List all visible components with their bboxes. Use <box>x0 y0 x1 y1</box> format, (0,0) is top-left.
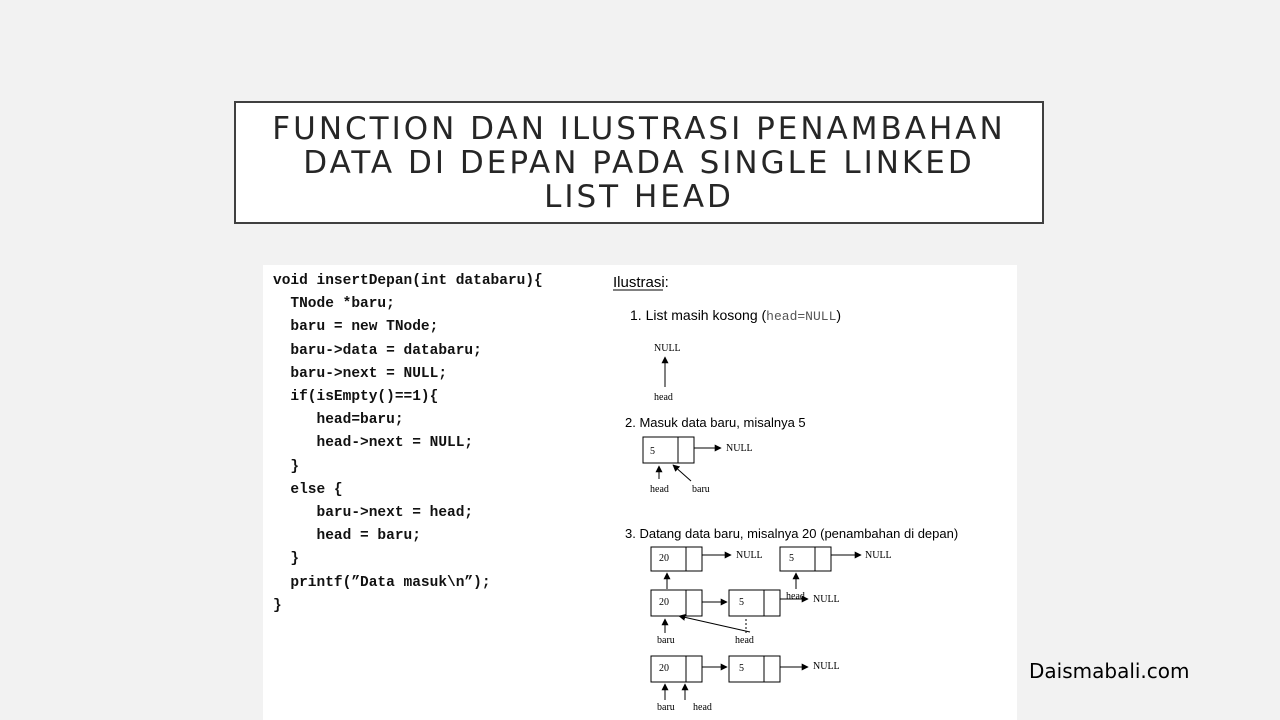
step3-row2-baru-label: baru <box>657 635 675 646</box>
code-line-14: printf(”Data masuk\n”); <box>273 574 491 591</box>
code-line-8: head->next = NULL; <box>273 435 474 452</box>
step3-row1-null-label: NULL <box>736 550 763 561</box>
step1-null-label: NULL <box>654 343 681 354</box>
step2-baru-label: baru <box>692 484 710 495</box>
step3-row3-value-20: 20 <box>659 663 669 674</box>
step1-head-label: head <box>654 392 673 403</box>
step2-label: 2. Masuk data baru, misalnya 5 <box>625 415 806 430</box>
code-line-3: baru = new TNode; <box>273 319 439 336</box>
step2-node-value: 5 <box>650 446 655 457</box>
code-line-1: void insertDepan(int databaru){ <box>273 273 543 289</box>
code-line-6: if(isEmpty()==1){ <box>273 389 439 406</box>
step2-baru-arrow <box>673 465 691 481</box>
step3-row3-node-5 <box>729 656 780 682</box>
code-line-12: head = baru; <box>273 528 421 545</box>
code-line-7: head=baru; <box>273 412 404 429</box>
step3-row3-baru-label: baru <box>657 702 675 713</box>
step3-row1-node-5 <box>780 547 831 571</box>
step3-row3-null-label: NULL <box>813 661 840 672</box>
step3-row2-null-label: NULL <box>813 594 840 605</box>
footer-watermark: Daismabali.com <box>1029 659 1190 683</box>
code-line-15: } <box>273 597 282 614</box>
title-box <box>234 101 1044 224</box>
code-line-9: } <box>273 458 300 475</box>
step3-row2-node-5 <box>729 590 780 616</box>
step3-row2-head-arrow <box>679 616 750 632</box>
code-line-5: baru->next = NULL; <box>273 365 448 382</box>
illustration-heading: Ilustrasi: <box>613 274 669 291</box>
step3-row2-head-label: head <box>735 635 754 646</box>
step1-label-close: ) <box>836 307 842 323</box>
step1-label-code: head=NULL <box>766 309 837 324</box>
content-image <box>263 265 1017 720</box>
step3-row1-null2-label: NULL <box>865 550 892 561</box>
step3-row2-value-20: 20 <box>659 597 669 608</box>
slide-title: FUNCTION DAN ILUSTRASI PENAMBAHAN DATA DI DEPAN PADA SINGLE LINKED LIST HEAD <box>272 110 1006 215</box>
illustration-diagram <box>603 265 1017 720</box>
code-line-10: else { <box>273 481 343 498</box>
step2-null-label: NULL <box>726 443 753 454</box>
code-line-11: baru->next = head; <box>273 505 474 522</box>
step1-label <box>630 307 841 324</box>
step3-row3-value-5: 5 <box>739 663 744 674</box>
step1-label-text: 1. List masih kosong ( <box>630 307 767 323</box>
code-block <box>273 270 543 618</box>
step3-row2-head-top-label: head <box>786 591 805 602</box>
step3-row1-value-5: 5 <box>789 553 794 564</box>
step3-label: 3. Datang data baru, misalnya 20 (penambahan di depan) <box>625 526 959 541</box>
code-line-2: TNode *baru; <box>273 296 395 313</box>
code-line-13: } <box>273 551 300 568</box>
code-line-4: baru->data = databaru; <box>273 342 482 359</box>
step3-row1-value-20: 20 <box>659 553 669 564</box>
illustration-panel <box>603 265 1017 720</box>
step3-row2-value-5: 5 <box>739 597 744 608</box>
step2-head-label: head <box>650 484 669 495</box>
step3-row3-head-label: head <box>693 702 712 713</box>
